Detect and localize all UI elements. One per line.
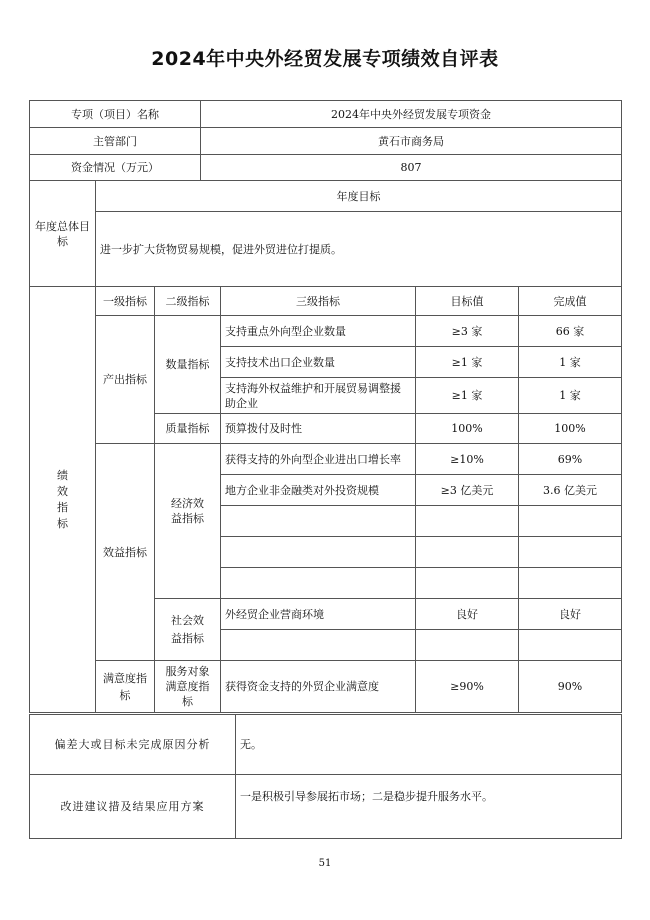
empty-cell [519,537,622,568]
info-table [29,100,622,181]
header-target: 目标值 [416,287,519,316]
benefit-indicator-label: 效益指标 [96,444,155,661]
page-title: 2024年中央外经贸发展专项绩效自评表 [151,48,499,70]
project-name-label: 专项（项目）名称 [30,101,201,128]
indicator-target: 100% [416,414,519,444]
empty-cell [221,537,416,568]
social-benefit-text: 社会效益指标 [171,613,204,645]
satisfaction-indicator-text: 满意度指标 [103,671,147,702]
indicator-target: ≥3 家 [416,316,519,347]
fund-value: 807 [201,155,622,181]
indicator-table [29,286,622,713]
header-level2: 二级指标 [155,287,221,316]
social-benefit-label [155,599,221,661]
annual-goal-text: 进一步扩大货物贸易规模，促进外贸进位打提质。 [96,212,622,287]
empty-cell [519,506,622,537]
indicator-target: ≥90% [416,661,519,713]
empty-cell [221,506,416,537]
indicator-actual: 3.6 亿美元 [519,475,622,506]
deviation-value: 无。 [236,715,622,775]
indicator-section-text: 绩效指标 [57,468,68,530]
department-value: 黄石市商务局 [201,128,622,155]
indicator-name: 获得支持的外向型企业进出口增长率 [221,444,416,475]
empty-cell [416,537,519,568]
project-name-value: 2024年中央外经贸发展专项资金 [201,101,622,128]
indicator-target: 良好 [416,599,519,630]
table-row [30,661,622,713]
indicator-actual: 1 家 [519,347,622,378]
empty-cell [416,568,519,599]
page-number: 51 [318,858,332,869]
quantity-indicator-label: 数量指标 [155,316,221,414]
table-row [30,444,622,475]
improvement-label: 改进建议措及结果应用方案 [30,775,236,839]
indicator-target: ≥3 亿美元 [416,475,519,506]
indicator-actual: 90% [519,661,622,713]
service-satisfaction-label [155,661,221,713]
annual-goal-table [29,180,622,287]
indicator-actual: 1 家 [519,378,622,414]
indicator-actual: 69% [519,444,622,475]
indicator-name: 支持重点外向型企业数量 [221,316,416,347]
indicator-name: 外经贸企业营商环境 [221,599,416,630]
department-label: 主管部门 [30,128,201,155]
fund-label: 资金情况（万元） [30,155,201,181]
deviation-label: 偏差大或目标未完成原因分析 [30,715,236,775]
table-row [30,316,622,347]
header-actual: 完成值 [519,287,622,316]
indicator-actual: 66 家 [519,316,622,347]
empty-cell [416,630,519,661]
output-indicator-label: 产出指标 [96,316,155,444]
empty-cell [416,506,519,537]
improvement-value: 一是积极引导参展拓市场；二是稳步提升服务水平。 [236,775,622,839]
indicator-name: 预算拨付及时性 [221,414,416,444]
indicator-actual: 良好 [519,599,622,630]
empty-cell [221,630,416,661]
economic-benefit-label [155,444,221,599]
indicator-actual: 100% [519,414,622,444]
indicator-target: ≥1 家 [416,347,519,378]
service-satisfaction-text: 服务对象满意度指标 [165,665,210,708]
empty-cell [221,568,416,599]
header-level3: 三级指标 [221,287,416,316]
indicator-section-label [30,287,96,713]
annual-goal-header: 年度目标 [96,181,622,212]
header-level1: 一级指标 [96,287,155,316]
indicator-target: ≥10% [416,444,519,475]
indicator-name: 获得资金支持的外贸企业满意度 [221,661,416,713]
satisfaction-indicator-label [96,661,155,713]
indicator-target: ≥1 家 [416,378,519,414]
annual-goal-label: 年度总体目标 [30,181,96,287]
economic-benefit-text: 经济效益指标 [171,497,204,525]
indicator-name: 支持海外权益维护和开展贸易调整援助企业 [221,378,416,414]
indicator-name: 支持技术出口企业数量 [221,347,416,378]
quality-indicator-label: 质量指标 [155,414,221,444]
analysis-table [29,714,622,839]
empty-cell [519,630,622,661]
empty-cell [519,568,622,599]
indicator-name: 地方企业非金融类对外投资规模 [221,475,416,506]
